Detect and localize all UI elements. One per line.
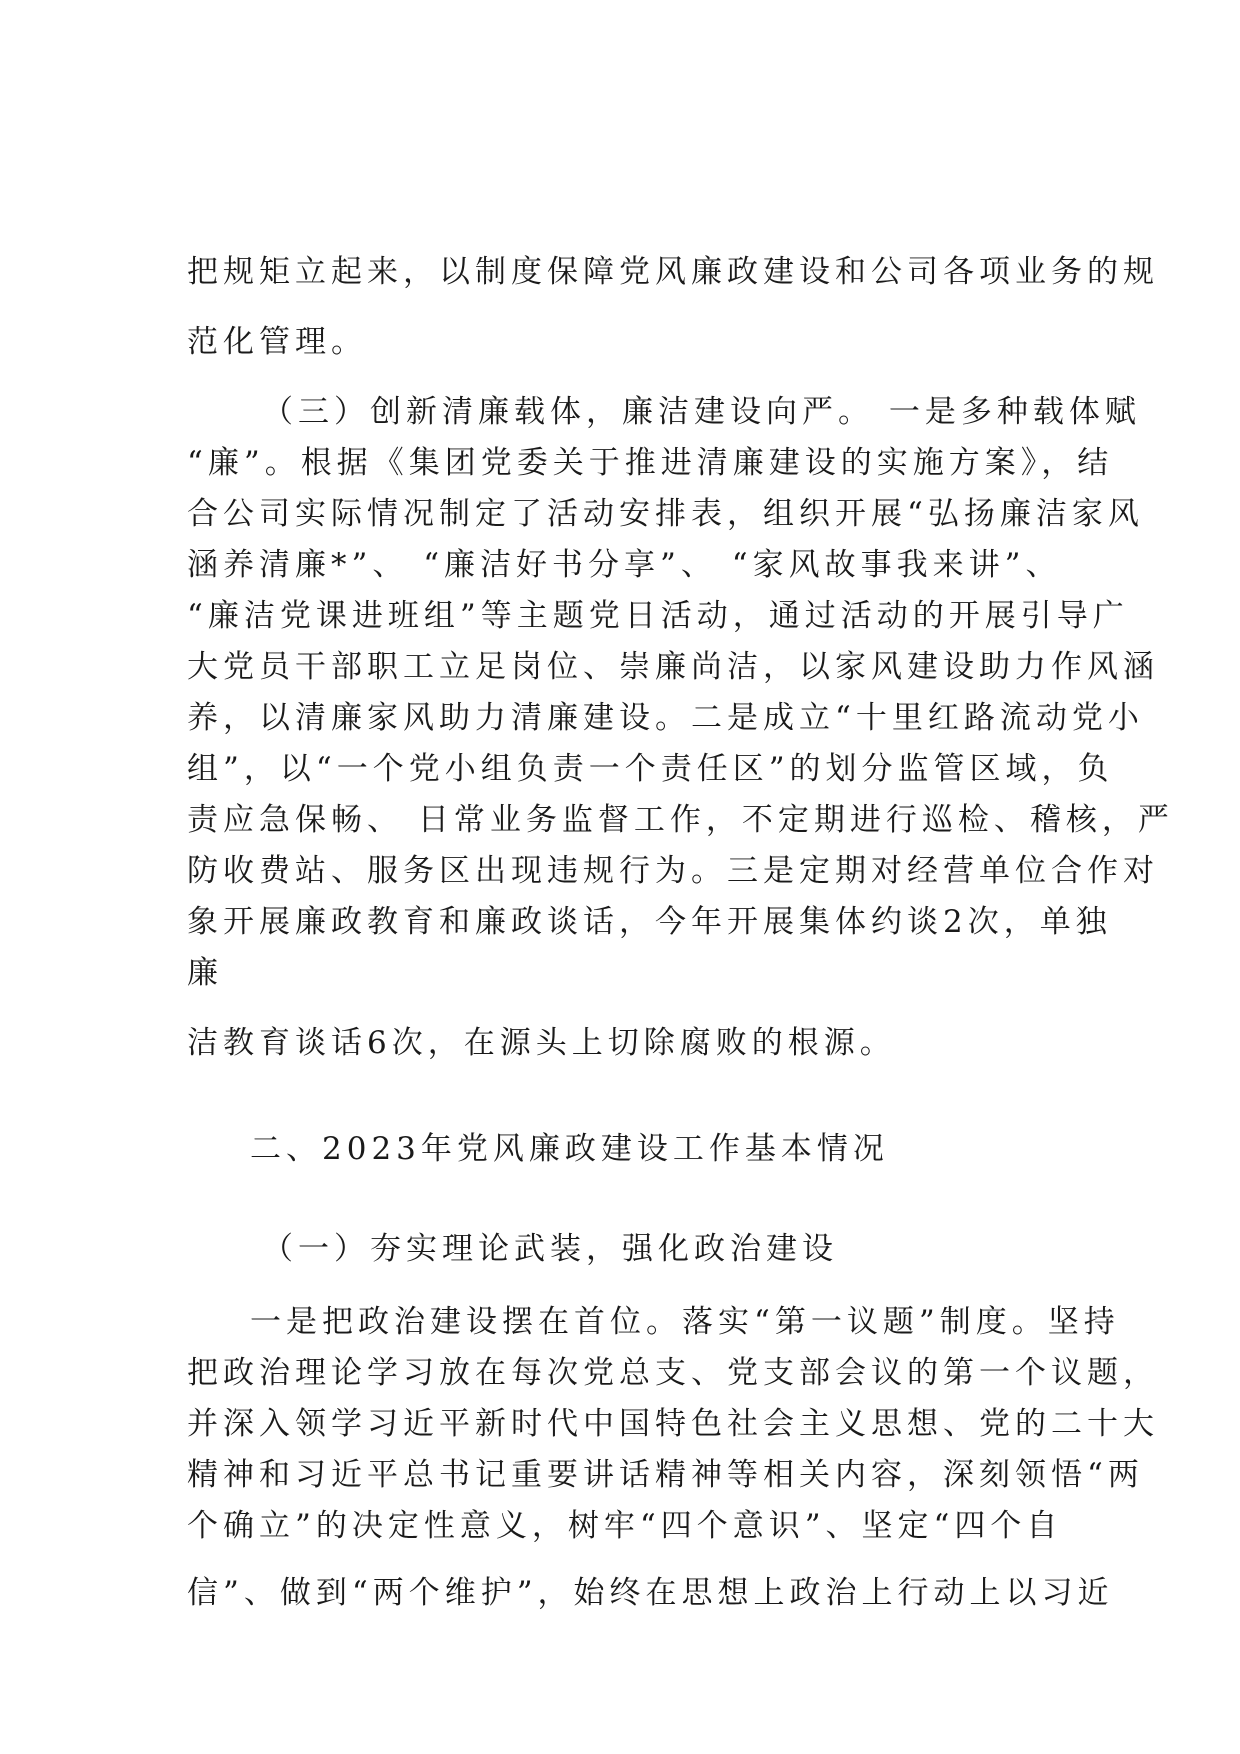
text-line: 大党员干部职工立足岗位、崇廉尚洁，以家风建设助力作风涵 [187,649,1159,685]
text-line: 范化管理。 [187,324,367,360]
text-line: 涵养清廉*”、 “廉洁好书分享”、 “家风故事我来讲”、 [187,547,1062,583]
text-line: 合公司实际情况制定了活动安排表，组织开展“弘扬廉洁家风 [187,496,1144,532]
text-line: 个确立”的决定性意义，树牢“四个意识”、坚定“四个自 [187,1508,1063,1544]
text-line: 把规矩立起来，以制度保障党风廉政建设和公司各项业务的规 [187,254,1159,290]
text-line: 信”、做到“两个维护”，始终在思想上政治上行动上以习近 [187,1575,1114,1611]
section-title: 二、2023年党风廉政建设工作基本情况 [250,1131,889,1167]
text-line: “廉洁党课进班组”等主题党日活动，通过活动的开展引导广 [187,598,1129,634]
text-line: 廉 [187,955,223,991]
text-line: 并深入领学习近平新时代中国特色社会主义思想、党的二十大 [187,1406,1159,1442]
subsection-heading: （一）夯实理论武装，强化政治建设 [262,1231,838,1267]
text-line: 一是把政治建设摆在首位。落实“第一议题”制度。坚持 [250,1304,1120,1340]
text-line: 精神和习近平总书记重要讲话精神等相关内容，深刻领悟“两 [187,1457,1144,1493]
section-heading-line: （三）创新清廉载体，廉洁建设向严。 一是多种载体赋 [262,394,1141,430]
text-line: 洁教育谈话6次，在源头上切除腐败的根源。 [187,1025,896,1061]
text-line: 养，以清廉家风助力清廉建设。二是成立“十里红路流动党小 [187,700,1144,736]
text-line: 组”，以“一个党小组负责一个责任区”的划分监管区域，负 [187,751,1114,787]
text-line: “廉”。根据《集团党委关于推进清廉建设的实施方案》，结 [187,445,1114,481]
text-line: 防收费站、服务区出现违规行为。三是定期对经营单位合作对 [187,853,1159,889]
text-line: 象开展廉政教育和廉政谈话，今年开展集体约谈2次，单独 [187,904,1112,940]
text-line: 把政治理论学习放在每次党总支、党支部会议的第一个议题， [187,1355,1159,1391]
text-line: 责应急保畅、 日常业务监督工作，不定期进行巡检、稽核，严 [187,802,1174,838]
